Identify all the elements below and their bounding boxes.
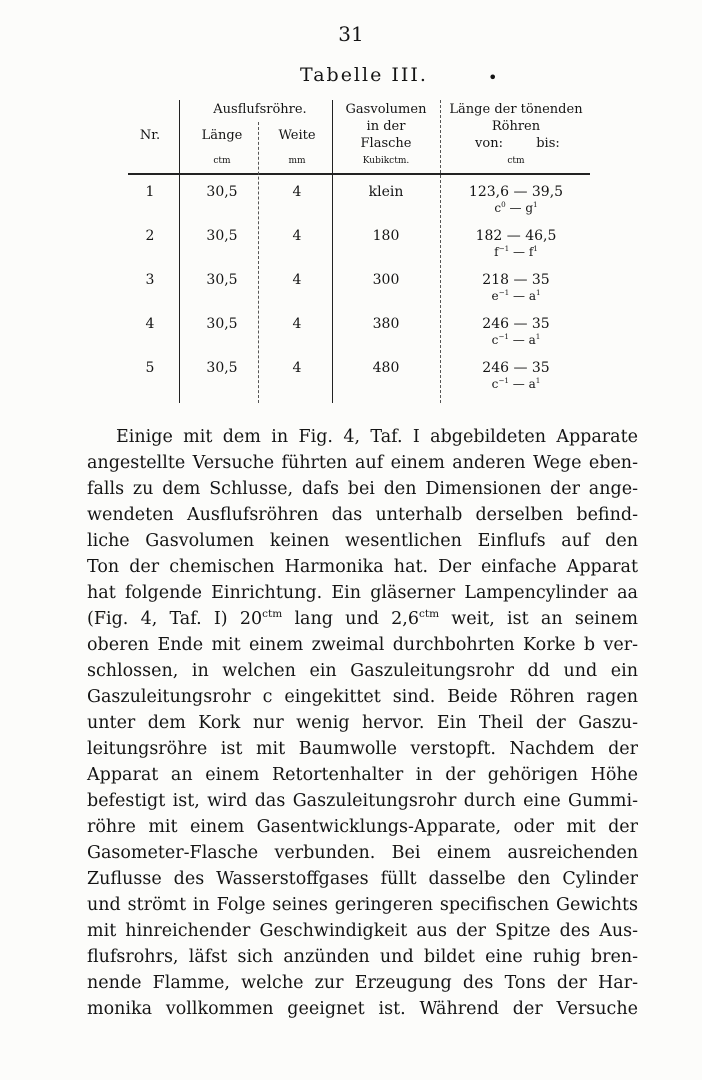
table-row-gas: 380 — [372, 316, 400, 332]
paragraph-line: befestigt ist, wird das Gaszuleitungsrohr durch eine Gummi- — [87, 791, 638, 811]
table-row-gas: 480 — [372, 360, 400, 376]
column-divider — [440, 100, 441, 403]
header-tone-from: von: — [475, 136, 503, 151]
table-row-nr: 4 — [145, 316, 155, 332]
table-row-tone: 246 — 35 — [482, 316, 550, 332]
page-number: 31 — [338, 22, 364, 46]
header-rule — [128, 173, 590, 175]
header-nr: Nr. — [139, 128, 161, 143]
column-divider — [258, 122, 259, 403]
paragraph-line: hat folgende Einrichtung. Ein gläserner Lampencylinder aa — [87, 583, 638, 603]
paragraph-line: flufsrohrs, läfst sich anzünden und bildet eine ruhig bren- — [87, 947, 638, 967]
paragraph-line: angestellte Versuche führten auf einem anderen Wege eben- — [87, 453, 638, 473]
paragraph-line: schlossen, in welchen ein Gaszuleitungsrohr dd und ein — [87, 661, 638, 681]
paragraph-line: Ton der chemischen Harmonika hat. Der einfache Apparat — [87, 557, 638, 577]
paragraph-line: monika vollkommen geeignet ist. Während der Versuche — [87, 999, 638, 1019]
table-row-notes: $e^{-1}$ — $a^1$ — [491, 288, 541, 303]
paragraph-line: falls zu dem Schlusse, dafs bei den Dimensionen der ange- — [87, 479, 638, 499]
unit-gas: Kubikctm. — [362, 156, 410, 166]
header-gas-3: Flasche — [360, 136, 412, 151]
table-row-nr: 2 — [145, 228, 155, 244]
table-row-tone: 218 — 35 — [482, 272, 550, 288]
paragraph-line: und strömt in Folge seines geringeren specifischen Gewichts — [87, 895, 638, 915]
table-row-length: 30,5 — [206, 272, 238, 288]
header-width: Weite — [278, 128, 316, 143]
table-row-tone: 246 — 35 — [482, 360, 550, 376]
table-row-length: 30,5 — [206, 184, 238, 200]
table-row-gas: 180 — [372, 228, 400, 244]
table-row-gas: klein — [368, 184, 404, 200]
table-row-width: 4 — [292, 228, 302, 244]
unit-tone: ctm — [507, 156, 525, 166]
unit-width: mm — [288, 156, 306, 166]
header-tube-group: Ausflufsröhre. — [213, 102, 307, 117]
paragraph-line: Gasometer-Flasche verbunden. Bei einem ausreichenden — [87, 843, 638, 863]
table-row-length: 30,5 — [206, 228, 238, 244]
table-row-width: 4 — [292, 360, 302, 376]
column-divider — [179, 100, 180, 403]
table-row-length: 30,5 — [206, 360, 238, 376]
table-row-nr: 1 — [145, 184, 155, 200]
paragraph-line: wendeten Ausflufsröhren das unterhalb derselben befind- — [87, 505, 638, 525]
table-row-width: 4 — [292, 316, 302, 332]
paragraph-line: oberen Ende mit einem zweimal durchbohrten Korke b ver- — [87, 635, 638, 655]
table-row-notes: $c^{-1}$ — $a^1$ — [491, 376, 541, 391]
header-tone-to: bis: — [536, 136, 560, 151]
column-divider — [332, 100, 333, 403]
table-row-nr: 5 — [145, 360, 155, 376]
table-row-tone: 123,6 — 39,5 — [468, 184, 564, 200]
table-row-notes: $c^{-1}$ — $a^1$ — [491, 332, 541, 347]
body-paragraph — [87, 424, 638, 1022]
unit-length: ctm — [213, 156, 231, 166]
paragraph-line: nende Flamme, welche zur Erzeugung des Tons der Har- — [87, 973, 638, 993]
paragraph-line: (Fig. 4, Taf. I) $20^{ctm}$ lang und $2,6^{ctm}$ weit, ist an seinem — [87, 608, 638, 629]
paragraph-line: mit hinreichender Geschwindigkeit aus der Spitze des Aus- — [87, 921, 638, 941]
table-title: Tabelle III. — [300, 64, 428, 86]
table-row-tone: 182 — 46,5 — [475, 228, 557, 244]
table-row-width: 4 — [292, 272, 302, 288]
paragraph-line: Einige mit dem in Fig. 4, Taf. I abgebildeten Apparate — [116, 427, 638, 447]
paragraph-line: röhre mit einem Gasentwicklungs-Apparate, oder mit der — [87, 817, 638, 837]
paragraph-line: Zuflusse des Wasserstoffgases füllt dasselbe den Cylinder — [87, 869, 638, 889]
header-gas-1: Gasvolumen — [345, 102, 427, 117]
header-tone-2: Röhren — [491, 119, 541, 134]
paragraph-line: unter dem Kork nur wenig hervor. Ein Theil der Gaszu- — [87, 713, 638, 733]
header-length: Länge — [201, 128, 243, 143]
paragraph-line: liche Gasvolumen keinen wesentlichen Einflufs auf den — [87, 531, 638, 551]
table-row-nr: 3 — [145, 272, 155, 288]
paragraph-line: Gaszuleitungsrohr c eingekittet sind. Beide Röhren ragen — [87, 687, 638, 707]
header-gas-2: in der — [366, 119, 406, 134]
table-row-width: 4 — [292, 184, 302, 200]
stray-mark: • — [488, 68, 498, 87]
table-row-length: 30,5 — [206, 316, 238, 332]
table-row-notes: $c^0$ — $g^1$ — [494, 200, 538, 215]
table-row-notes: $f^{-1}$ — $f^1$ — [494, 244, 538, 259]
paragraph-line: leitungsröhre ist mit Baumwolle verstopft. Nachdem der — [87, 739, 638, 759]
header-tone-1: Länge der tönenden — [449, 102, 583, 117]
table-row-gas: 300 — [372, 272, 400, 288]
paragraph-line: Apparat an einem Retortenhalter in der gehörigen Höhe — [87, 765, 638, 785]
